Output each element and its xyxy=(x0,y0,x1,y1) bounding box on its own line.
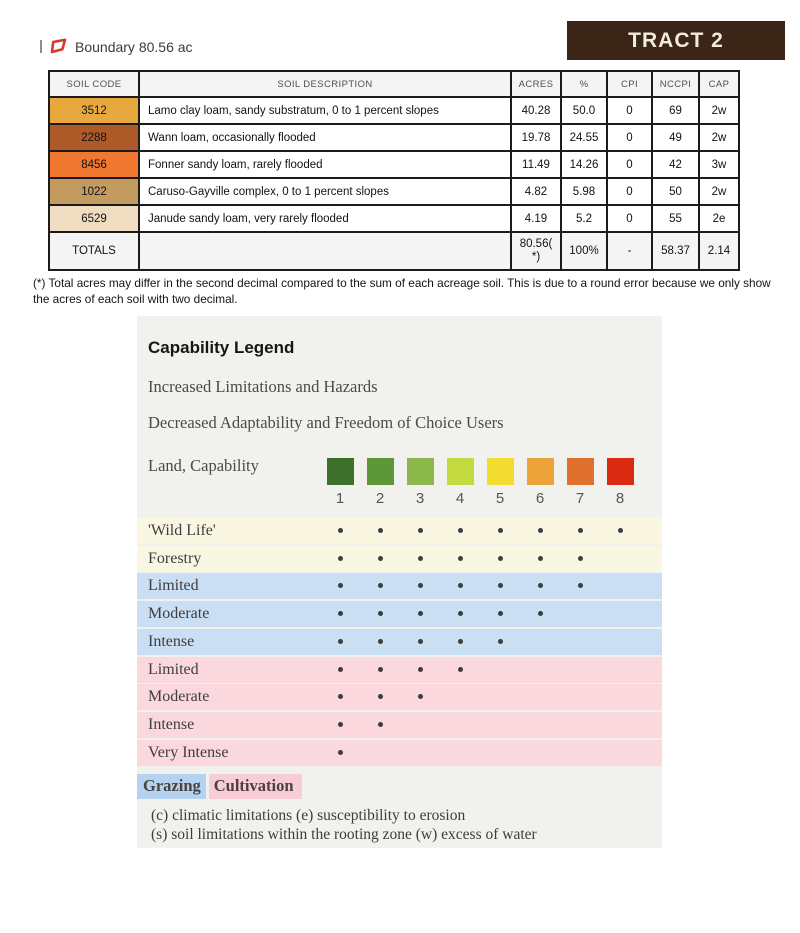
legend-row xyxy=(137,629,662,655)
legend-row xyxy=(137,573,662,599)
boundary-label: Boundary 80.56 ac xyxy=(75,38,193,55)
legend-note-climatic: (c) climatic limitations (e) susceptibility to erosion xyxy=(151,807,466,824)
legend-row xyxy=(137,601,662,627)
totals-nccpi-cell: 58.37 xyxy=(652,232,699,270)
totals-cpi-cell: - xyxy=(607,232,652,270)
capability-class-swatch xyxy=(567,458,594,485)
legend-row xyxy=(137,546,662,572)
capability-dot xyxy=(378,528,383,533)
cap-cell: 2e xyxy=(699,205,739,232)
capability-class-number: 8 xyxy=(615,490,625,507)
soil-table-row xyxy=(49,205,739,232)
capability-dot xyxy=(338,750,343,755)
acres-cell: 4.82 xyxy=(511,178,561,205)
soil-code-cell: 1022 xyxy=(49,178,139,205)
totals-row xyxy=(49,232,739,270)
capability-dot xyxy=(418,611,423,616)
cap-cell: 2w xyxy=(699,178,739,205)
legend-row-label: Intense xyxy=(148,633,195,650)
capability-class-number: 1 xyxy=(335,490,345,507)
capability-dot xyxy=(498,639,503,644)
soil-code-cell: 8456 xyxy=(49,151,139,178)
capability-dot xyxy=(578,556,583,561)
capability-dot xyxy=(338,611,343,616)
column-header-soil-code: SOIL CODE xyxy=(49,71,139,97)
capability-dot xyxy=(378,639,383,644)
cap-cell: 3w xyxy=(699,151,739,178)
soil-table-header-row xyxy=(49,71,739,97)
table-footnote: (*) Total acres may differ in the second decimal compared to the sum of each acreage soil. This is due to a round error because we only show the acres of each soil with two decimal. xyxy=(33,276,771,306)
capability-dot xyxy=(418,556,423,561)
capability-dot xyxy=(338,639,343,644)
cap-cell: 2w xyxy=(699,97,739,124)
capability-dot xyxy=(498,583,503,588)
capability-dot xyxy=(538,556,543,561)
column-header-percent: % xyxy=(561,71,607,97)
legend-increased-line: Increased Limitations and Hazards xyxy=(148,377,378,396)
capability-dot xyxy=(418,583,423,588)
nccpi-cell: 50 xyxy=(652,178,699,205)
column-header-acres: ACRES xyxy=(511,71,561,97)
nccpi-cell: 69 xyxy=(652,97,699,124)
percent-cell: 5.98 xyxy=(561,178,607,205)
column-header-cpi: CPI xyxy=(607,71,652,97)
capability-dot xyxy=(338,583,343,588)
capability-class-number: 4 xyxy=(455,490,465,507)
capability-dot xyxy=(338,722,343,727)
capability-dot xyxy=(338,667,343,672)
legend-row-label: Moderate xyxy=(148,605,210,622)
capability-dot xyxy=(538,528,543,533)
percent-cell: 24.55 xyxy=(561,124,607,151)
soil-description-cell: Lamo clay loam, sandy substratum, 0 to 1 percent slopes xyxy=(139,97,511,124)
capability-class-number: 6 xyxy=(535,490,545,507)
soil-description-cell: Wann loam, occasionally flooded xyxy=(139,124,511,151)
capability-dot xyxy=(378,611,383,616)
capability-dot xyxy=(338,528,343,533)
capability-class-number: 3 xyxy=(415,490,425,507)
capability-legend-panel xyxy=(137,316,662,848)
legend-row xyxy=(137,712,662,738)
boundary-polygon-icon xyxy=(49,38,68,55)
capability-class-swatch xyxy=(527,458,554,485)
percent-cell: 14.26 xyxy=(561,151,607,178)
legend-title: Capability Legend xyxy=(148,338,295,357)
column-header-nccpi: NCCPI xyxy=(652,71,699,97)
capability-dot xyxy=(458,556,463,561)
capability-dot xyxy=(498,528,503,533)
legend-row-label: Limited xyxy=(148,661,199,678)
cpi-cell: 0 xyxy=(607,151,652,178)
capability-class-swatch xyxy=(367,458,394,485)
totals-acres-cell: 80.56( *) xyxy=(511,232,561,270)
nccpi-cell: 49 xyxy=(652,124,699,151)
capability-dot xyxy=(498,556,503,561)
tract-badge xyxy=(567,21,785,60)
acres-cell: 11.49 xyxy=(511,151,561,178)
legend-row-label: Limited xyxy=(148,577,199,594)
column-header-soil-description: SOIL DESCRIPTION xyxy=(139,71,511,97)
capability-dot xyxy=(418,694,423,699)
capability-dot xyxy=(338,556,343,561)
soil-table-row xyxy=(49,124,739,151)
soil-description-cell: Janude sandy loam, very rarely flooded xyxy=(139,205,511,232)
soil-table-row xyxy=(49,178,739,205)
legend-row-label: Moderate xyxy=(148,688,210,705)
capability-class-swatch xyxy=(327,458,354,485)
capability-class-swatch xyxy=(447,458,474,485)
acres-cell: 19.78 xyxy=(511,124,561,151)
capability-dot xyxy=(458,611,463,616)
cpi-cell: 0 xyxy=(607,205,652,232)
capability-class-number: 2 xyxy=(375,490,385,507)
soil-description-cell: Fonner sandy loam, rarely flooded xyxy=(139,151,511,178)
acres-cell: 40.28 xyxy=(511,97,561,124)
capability-dot xyxy=(538,583,543,588)
capability-class-number: 7 xyxy=(575,490,585,507)
divider xyxy=(40,40,42,53)
totals-label-cell: TOTALS xyxy=(49,232,139,270)
land-capability-label: Land, Capability xyxy=(148,456,259,475)
capability-dot xyxy=(378,694,383,699)
legend-row xyxy=(137,740,662,766)
capability-dot xyxy=(418,667,423,672)
capability-dot xyxy=(458,667,463,672)
legend-row xyxy=(137,518,662,544)
soil-table-row xyxy=(49,97,739,124)
capability-dot xyxy=(618,528,623,533)
legend-row-label: Intense xyxy=(148,716,195,733)
capability-class-swatch xyxy=(407,458,434,485)
acres-cell: 4.19 xyxy=(511,205,561,232)
grazing-key-label: Grazing xyxy=(137,774,206,799)
legend-row xyxy=(137,657,662,683)
legend-row-label: Forestry xyxy=(148,550,202,567)
capability-dot xyxy=(338,694,343,699)
capability-dot xyxy=(418,528,423,533)
cap-cell: 2w xyxy=(699,124,739,151)
cultivation-key-label: Cultivation xyxy=(209,774,302,799)
capability-dot xyxy=(378,556,383,561)
capability-class-swatch xyxy=(607,458,634,485)
legend-keys xyxy=(137,774,302,799)
soil-table-body xyxy=(49,97,739,270)
soil-code-cell: 2288 xyxy=(49,124,139,151)
capability-dot xyxy=(458,639,463,644)
capability-dot xyxy=(378,722,383,727)
cpi-cell: 0 xyxy=(607,97,652,124)
totals-percent-cell: 100% xyxy=(561,232,607,270)
tract-label: TRACT 2 xyxy=(628,28,724,52)
soil-code-cell: 3512 xyxy=(49,97,139,124)
capability-dot xyxy=(378,583,383,588)
nccpi-cell: 42 xyxy=(652,151,699,178)
totals-description-cell xyxy=(139,232,511,270)
soil-code-cell: 6529 xyxy=(49,205,139,232)
capability-dot xyxy=(578,583,583,588)
capability-class-number: 5 xyxy=(495,490,505,507)
cpi-cell: 0 xyxy=(607,124,652,151)
capability-dot xyxy=(418,639,423,644)
legend-decreased-line: Decreased Adaptability and Freedom of Choice Users xyxy=(148,413,504,432)
percent-cell: 50.0 xyxy=(561,97,607,124)
capability-dot xyxy=(538,611,543,616)
cpi-cell: 0 xyxy=(607,178,652,205)
capability-dot xyxy=(458,528,463,533)
capability-dot xyxy=(458,583,463,588)
capability-dot xyxy=(498,611,503,616)
legend-row xyxy=(137,684,662,710)
soil-table xyxy=(48,70,740,271)
soil-table-row xyxy=(49,151,739,178)
capability-dot xyxy=(578,528,583,533)
capability-class-swatch xyxy=(487,458,514,485)
percent-cell: 5.2 xyxy=(561,205,607,232)
legend-row-label: 'Wild Life' xyxy=(148,522,216,539)
nccpi-cell: 55 xyxy=(652,205,699,232)
legend-note-soil: (s) soil limitations within the rooting zone (w) excess of water xyxy=(151,826,537,843)
column-header-cap: CAP xyxy=(699,71,739,97)
totals-cap-cell: 2.14 xyxy=(699,232,739,270)
capability-dot xyxy=(378,667,383,672)
legend-row-label: Very Intense xyxy=(148,744,229,761)
soil-description-cell: Caruso-Gayville complex, 0 to 1 percent slopes xyxy=(139,178,511,205)
boundary-header xyxy=(40,38,193,55)
